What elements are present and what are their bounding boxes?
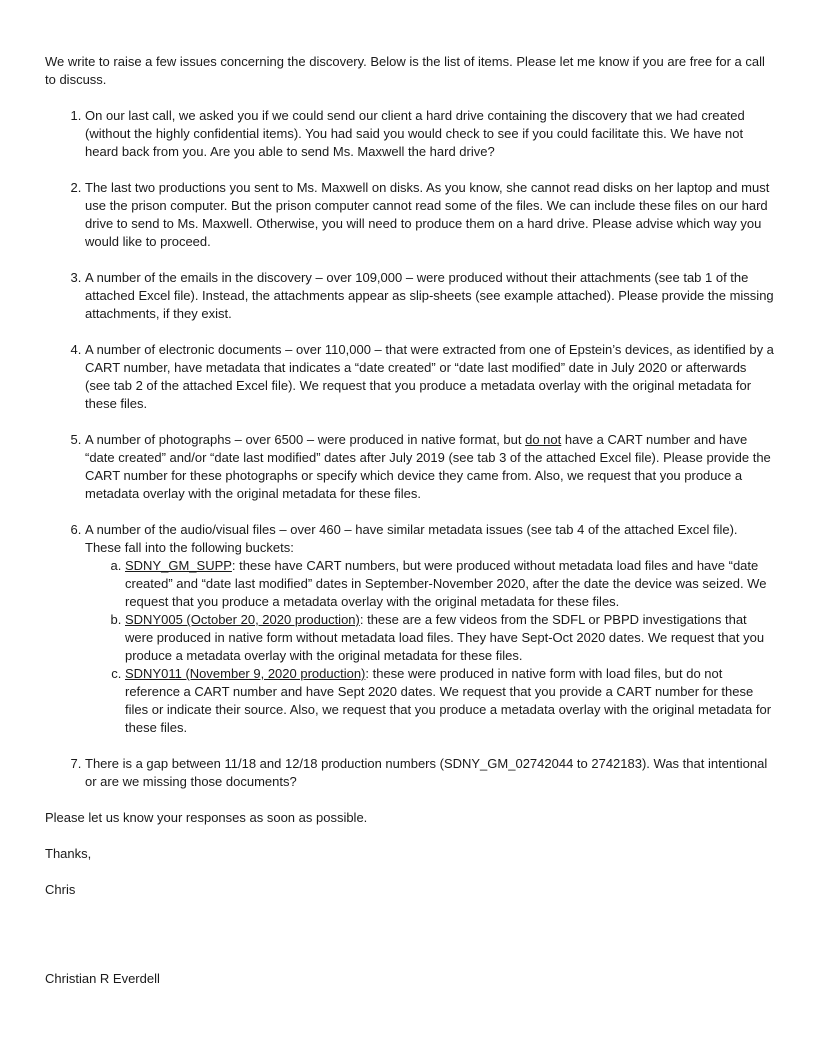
underlined-text: do not bbox=[525, 432, 562, 447]
item-text-before: A number of photographs – over 6500 – were produced in native format, but bbox=[85, 432, 526, 447]
sub-list-item bbox=[125, 611, 775, 665]
buckets-list bbox=[85, 557, 775, 737]
bucket-text: : these are a few videos from the SDFL or PBPD investigations that were produced in native form without metadata load files. They have Sept-Oct 2020 dates. We request that you produce a metadata overlay with the original metadata for these files. bbox=[125, 612, 765, 663]
sub-list-item bbox=[125, 557, 775, 611]
list-item bbox=[85, 755, 775, 791]
sub-list-item bbox=[125, 665, 775, 737]
list-item bbox=[85, 107, 775, 161]
item-text: A number of electronic documents – over 110,000 – that were extracted from one of Epstein’s devices, as identified by a CART number, have metadata that indicates a “date created” or “date last modified” date in July 2020 or afterwards (see tab 2 of the attached Excel file). We request that you produce a metadata overlay with the original metadata for these files. bbox=[85, 342, 774, 411]
bucket-label: SDNY011 (November 9, 2020 production) bbox=[125, 666, 366, 681]
list-item bbox=[85, 521, 775, 737]
bucket-text: : these have CART numbers, but were produced without metadata load files and have “date created” and “date last modified” dates in September-November 2020, after the date the device was seized. We request that you produce a metadata overlay with the original metadata for these files. bbox=[125, 558, 767, 609]
list-item bbox=[85, 179, 775, 251]
email-body bbox=[45, 53, 775, 899]
item-text-after: have a CART number and have “date created” and/or “date last modified” dates after July 2019 (see tab 3 of the attached Excel file). Please provide the CART number for these photographs or specify which device they came from. Also, we request that you produce a metadata overlay with the original metadata for these files. bbox=[85, 432, 771, 501]
bucket-label: SDNY_GM_SUPP bbox=[125, 558, 232, 573]
item-text: There is a gap between 11/18 and 12/18 production numbers (SDNY_GM_02742044 to 2742183). Was that intentional or are we missing those documents? bbox=[85, 756, 768, 789]
list-item bbox=[85, 431, 775, 503]
list-item bbox=[85, 269, 775, 323]
thanks-line: Thanks, bbox=[45, 846, 92, 861]
bucket-text: : these were produced in native form with load files, but do not reference a CART number and have Sept 2020 dates. We request that you provide a CART number for these files or indicate their source. Also, we request that you produce a metadata overlay with the original metadata for these files. bbox=[125, 666, 772, 735]
item-text: A number of the audio/visual files – over 460 – have similar metadata issues (see tab 4 of the attached Excel file). These fall into the following buckets: bbox=[85, 522, 738, 555]
issues-list bbox=[45, 107, 775, 791]
signature-short: Chris bbox=[45, 882, 76, 897]
item-text: The last two productions you sent to Ms. Maxwell on disks. As you know, she cannot read disks on her laptop and must use the prison computer. But the prison computer cannot read some of the files. We can include these files on our hard drive to send to Ms. Maxwell. Otherwise, you will need to produce them on a hard drive. Please advise which way you would like to proceed. bbox=[85, 180, 770, 249]
bucket-label: SDNY005 (October 20, 2020 production) bbox=[125, 612, 360, 627]
intro-paragraph: We write to raise a few issues concerning the discovery. Below is the list of items. Please let me know if you are free for a call to discuss. bbox=[45, 54, 765, 87]
item-text: On our last call, we asked you if we could send our client a hard drive containing the discovery that we had created (without the highly confidential items). You had said you would check to see if you could facilitate this. We have not heard back from you. Are you able to send Ms. Maxwell the hard drive? bbox=[85, 108, 745, 159]
signature-full-name: Christian R Everdell bbox=[45, 971, 160, 986]
list-item bbox=[85, 341, 775, 413]
item-text: A number of the emails in the discovery – over 109,000 – were produced without their attachments (see tab 1 of the attached Excel file). Instead, the attachments appear as slip-sheets (see example attached). Please provide the missing attachments, if they exist. bbox=[85, 270, 774, 321]
closing-paragraph: Please let us know your responses as soon as possible. bbox=[45, 810, 368, 825]
